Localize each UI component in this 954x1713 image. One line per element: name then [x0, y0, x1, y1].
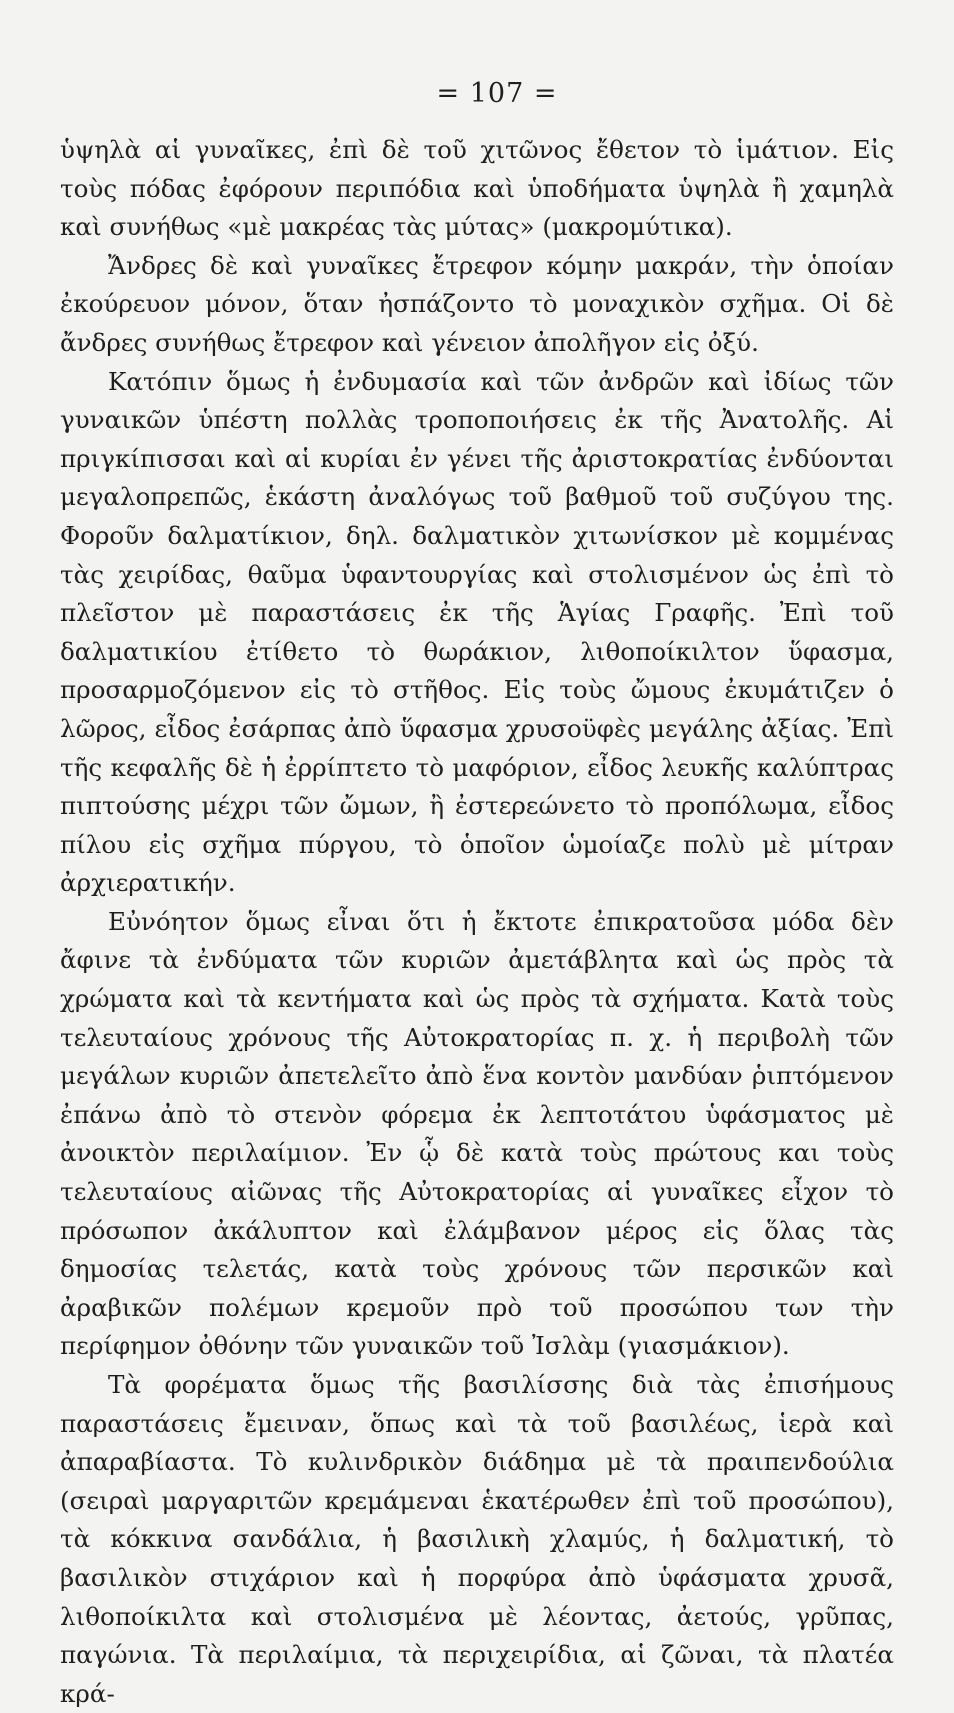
paragraph-4: Εὐνόητον ὅμως εἶναι ὅτι ἡ ἔκτοτε ἐπικρατοῦσα μόδα δὲν ἄφινε τὰ ἐνδύματα τῶν κυριῶν ἀμετάβλητα καὶ ὡς πρὸς τὰ χρώματα καὶ τὰ κεντήματα καὶ ὡς πρὸς τὰ σχήματα. Κατὰ τοὺς τελευταίους χρόνους τῆς Αὐτοκρατορίας π. χ. ἡ περιβολὴ τῶν μεγάλων κυριῶν ἀπετελεῖτο ἀπὸ ἕνα κοντὸν μανδύαν ῥιπτόμενον ἐπάνω ἀπὸ τὸ στενὸν φόρεμα ἐκ λεπτοτάτου ὑφάσματος μὲ ἀνοικτὸν περιλαίμιον. Ἐν ᾧ δὲ κατὰ τοὺς πρώτους και τοὺς τελευταίους αἰῶνας τῆς Αὐτοκρατορίας αἱ γυναῖκες εἶχον τὸ πρόσωπον ἀκάλυπτον καὶ ἐλάμβανον μέρος εἰς ὅλας τὰς δημοσίας τελετάς, κατὰ τοὺς χρόνους τῶν περσικῶν καὶ ἀραβικῶν πολέμων κρεμοῦν πρὸ τοῦ προσώπου των τὴν περίφημον ὀθόνην τῶν γυναικῶν τοῦ Ἰσλὰμ (γιασμάκιον).: [60, 906, 894, 1361]
page-number: = 107 =: [436, 78, 558, 109]
paragraph-5: Τὰ φορέματα ὅμως τῆς βασιλίσσης διὰ τὰς ἐπισήμους παραστάσεις ἔμειναν, ὅπως καὶ τὰ τοῦ βασιλέως, ἱερὰ καὶ ἀπαραβίαστα. Τὸ κυλινδρικὸν διάδημα μὲ τὰ πραιπενδούλια (σειραὶ μαργαριτῶν κρεμάμεναι ἑκατέρωθεν ἐπὶ τοῦ προσώπου), τὰ κόκκινα σανδάλια, ἡ βασιλικὴ χλαμύς, ἡ δαλματική, τὸ βασιλικὸν στιχάριον καὶ ἡ πορφύρα ἀπὸ ὑφάσματα χρυσᾶ, λιθοποίκιλτα καὶ στολισμένα μὲ λέοντας, ἀετούς, γρῦπας, παγώνια. Τὰ περιλαίμια, τὰ περιχειρίδια, αἱ ζῶναι, τὰ πλατέα κρά-: [60, 1370, 894, 1708]
body-text: [60, 131, 894, 1713]
paragraph-1: ὑψηλὰ αἱ γυναῖκες, ἐπὶ δὲ τοῦ χιτῶνος ἔθετον τὸ ἱμάτιον. Εἰς τοὺς πόδας ἐφόρουν περιπόδια καὶ ὑποδήματα ὑψηλὰ ἢ χαμηλὰ καὶ συνήθως «μὲ μακρέας τὰς μύτας» (μακρομύτικα).: [60, 135, 894, 242]
paragraph-2: Ἄνδρες δὲ καὶ γυναῖκες ἔτρεφον κόμην μακράν, τὴν ὁποίαν ἐκούρευον μόνον, ὅταν ἠσπάζοντο τὸ μοναχικὸν σχῆμα. Οἱ δὲ ἄνδρες συνήθως ἔτρεφον καὶ γένειον ἀπολῆγον εἰς ὀξύ.: [60, 250, 894, 357]
paragraph-3: Κατόπιν ὅμως ἡ ἐνδυμασία καὶ τῶν ἀνδρῶν καὶ ἰδίως τῶν γυναικῶν ὑπέστη πολλὰς τροποποιήσεις ἐκ τῆς Ἀνατολῆς. Αἱ πριγκίπισσαι καὶ αἱ κυρίαι ἐν γένει τῆς ἀριστοκρατίας ἐνδύονται μεγαλοπρεπῶς, ἑκάστη ἀναλόγως τοῦ βαθμοῦ τοῦ συζύγου της. Φοροῦν δαλματίκιον, δηλ. δαλματικὸν χιτωνίσκον μὲ κομμένας τὰς χειρίδας, θαῦμα ὑφαντουργίας καὶ στολισμένον ὡς ἐπὶ τὸ πλεῖστον μὲ παραστάσεις ἐκ τῆς Ἁγίας Γραφῆς. Ἐπὶ τοῦ δαλματικίου ἐτίθετο τὸ θωράκιον, λιθοποίκιλτον ὕφασμα, προσαρμοζόμενον εἰς τὸ στῆθος. Εἰς τοὺς ὤμους ἐκυμάτιζεν ὁ λῶρος, εἶδος ἐσάρπας ἀπὸ ὕφασμα χρυσοϋφὲς μεγάλης ἀξίας. Ἐπὶ τῆς κεφαλῆς δὲ ἡ ἐρρίπτετο τὸ μαφόριον, εἶδος λευκῆς καλύπτρας πιπτούσης μέχρι τῶν ὤμων, ἢ ἐστερεώνετο τὸ προπόλωμα, εἶδος πίλου εἰς σχῆμα πύργου, τὸ ὁποῖον ὡμοίαζε πολὺ μὲ μίτραν ἀρχιερατικήν.: [60, 366, 894, 898]
